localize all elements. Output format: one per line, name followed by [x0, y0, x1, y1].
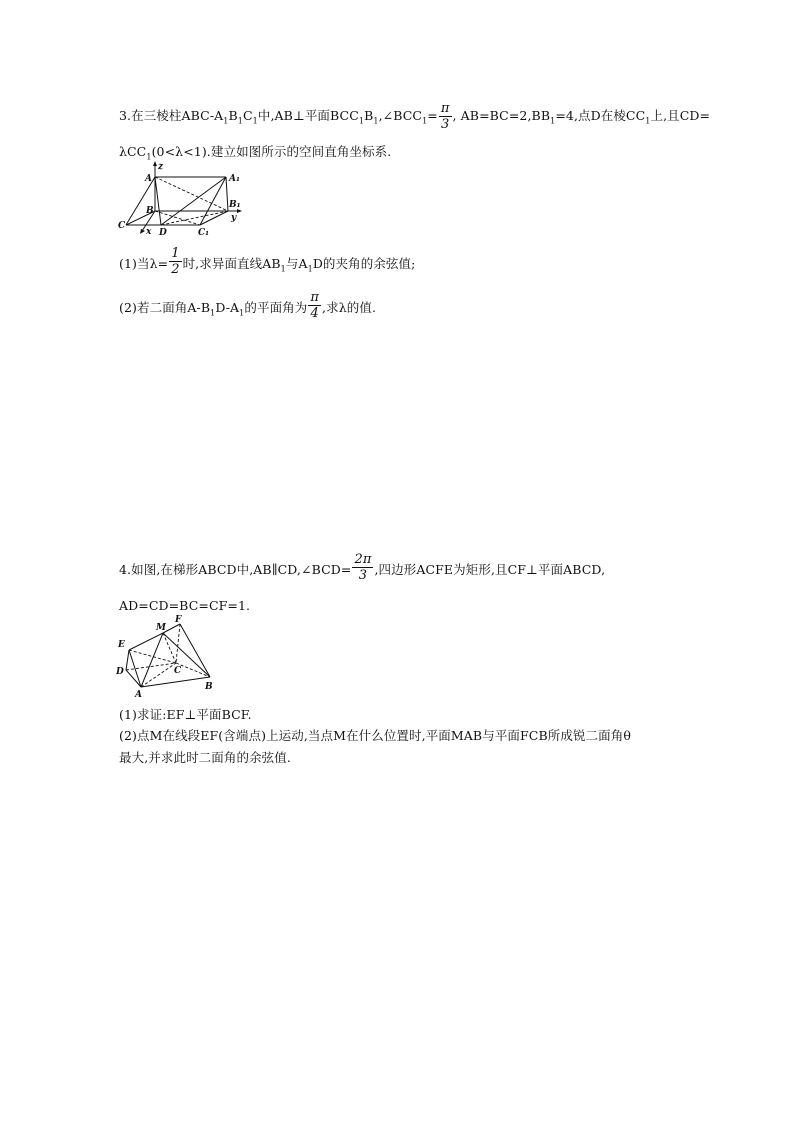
- problem-4-question-1: (1)求证:EF⊥平面BCF.: [119, 707, 252, 722]
- fraction-pi-over-3: $\frac{\pi}{3}$: [440, 101, 450, 132]
- label-D: D: [159, 228, 167, 236]
- problem-3-line-2: λCC$_1$(0<λ<1).建立如图所示的空间直角坐标系.: [119, 144, 392, 162]
- edge-M-B: [163, 633, 210, 677]
- problem-3-question-1: (1)当λ= $\frac{1}{2}$ 时,求异面直线$AB_1$与$A_1D$的夹角的余弦值;: [119, 246, 416, 277]
- label-B: B: [205, 682, 213, 692]
- label-C: C: [118, 221, 126, 231]
- prism-figure: [118, 160, 248, 236]
- dashed-F-C: [176, 624, 180, 663]
- x-arrow: [140, 229, 145, 234]
- problem-4-question-2-line-2: 最大,并求此时二面角的余弦值.: [119, 750, 291, 765]
- edge-A1-C1: [200, 177, 226, 225]
- label-y: y: [231, 213, 237, 223]
- fraction-one-half: $\frac{1}{2}$: [171, 246, 180, 277]
- edge-A1-B1: [226, 177, 228, 211]
- problem-4-line-1: 4.如图,在梯形ABCD中,AB∥CD,∠BCD= $\frac{2\pi}{3}$ ,四边形ACFE为矩形,且CF⊥平面ABCD,: [119, 552, 606, 583]
- edge-E-M: [129, 633, 163, 650]
- problem-4-line-2: AD=CD=BC=CF=1.: [119, 598, 251, 613]
- label-C: C: [174, 666, 182, 676]
- label-A: A: [145, 174, 152, 184]
- label-A1: A₁: [229, 174, 240, 184]
- problem-4-question-2-line-1: (2)点M在线段EF(含端点)上运动,当点M在什么位置时,平面MAB与平面FCB所成锐二面角θ: [119, 728, 631, 743]
- problem-3-question-2: (2)若二面角$A-B_1D-A_1$的平面角为 $\frac{\pi}{4}$ ,求λ的值.: [119, 290, 377, 321]
- edge-M-A: [141, 633, 163, 687]
- edge-B-F: [180, 624, 210, 677]
- trapezoid-figure: [116, 614, 216, 698]
- fraction-2pi-over-3: $\frac{2\pi}{3}$: [354, 552, 372, 583]
- dashed-E-C: [129, 650, 176, 663]
- label-B: B: [146, 206, 154, 216]
- label-F: F: [175, 615, 182, 625]
- label-x: x: [146, 227, 152, 236]
- label-D: D: [116, 667, 124, 677]
- edge-A-B: [141, 677, 210, 687]
- edge-E-D: [126, 650, 129, 670]
- edge-E-A: [129, 650, 141, 687]
- label-E: E: [118, 640, 125, 650]
- edge-A-D: [155, 177, 161, 225]
- label-z: z: [158, 162, 164, 172]
- label-A: A: [135, 690, 142, 698]
- fraction-pi-over-4: $\frac{\pi}{4}$: [310, 290, 320, 321]
- z-arrow: [153, 161, 157, 166]
- label-C1: C₁: [198, 228, 210, 236]
- label-M: M: [156, 623, 166, 633]
- label-B1: B₁: [229, 200, 241, 210]
- problem-3-line-1: 3.在三棱柱ABC-$A_1B_1C_1$中,AB⊥平面$BCC_1B_1,\angle BCC_1=$ $\frac{\pi}{3}$ , $AB=BC=2,BB_1=4$,点D在棱$CC_1$上,且CD=: [119, 101, 711, 132]
- dashed-M-C: [163, 633, 176, 663]
